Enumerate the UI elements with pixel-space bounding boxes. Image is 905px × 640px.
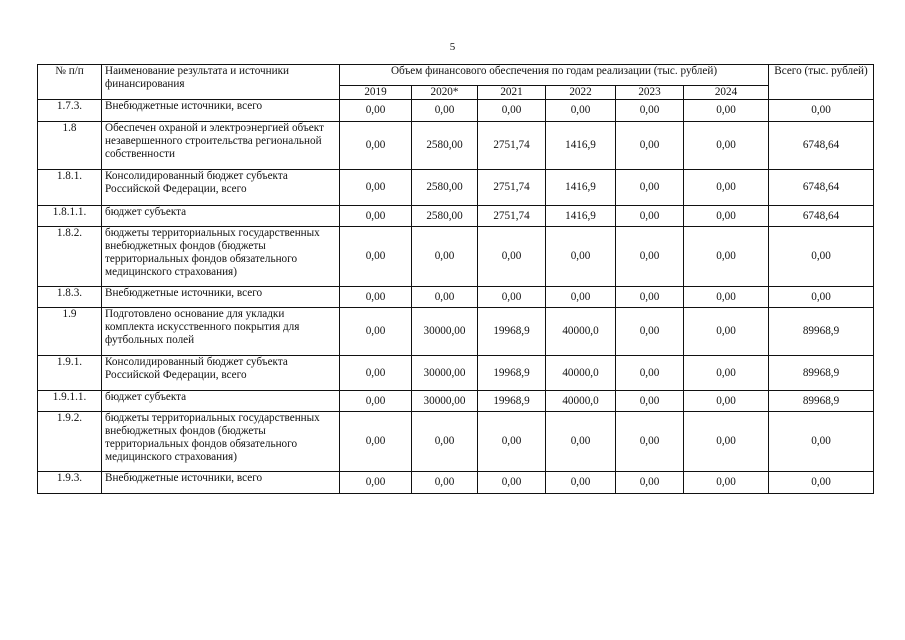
row-name: бюджет субъекта: [102, 391, 340, 412]
financing-table: [37, 64, 874, 494]
header-total: Всего (тыс. рублей): [769, 65, 874, 100]
year-value-cell: 0,00: [684, 308, 769, 356]
year-value-cell: 0,00: [412, 227, 478, 287]
table-row: [38, 356, 874, 391]
year-value-cell: 0,00: [478, 472, 546, 494]
year-value-cell: 0,00: [616, 287, 684, 308]
page-number: 5: [449, 41, 456, 53]
year-value-cell: 0,00: [616, 391, 684, 412]
table-row: [38, 472, 874, 494]
year-value-cell: 0,00: [546, 100, 616, 122]
year-value-cell: 0,00: [616, 206, 684, 227]
row-name: Внебюджетные источники, всего: [102, 472, 340, 494]
year-value-cell: 0,00: [340, 100, 412, 122]
year-value-cell: 2751,74: [478, 122, 546, 170]
table-row: [38, 122, 874, 170]
total-value-cell: 0,00: [769, 287, 874, 308]
year-value-cell: 0,00: [684, 170, 769, 206]
row-number: 1.8.3.: [38, 287, 102, 308]
row-number: 1.9.1.1.: [38, 391, 102, 412]
year-value-cell: 0,00: [340, 308, 412, 356]
header-year: 2022: [546, 86, 616, 100]
year-value-cell: 0,00: [340, 227, 412, 287]
table-row: [38, 412, 874, 472]
header-num: № п/п: [38, 65, 102, 100]
year-value-cell: 40000,0: [546, 391, 616, 412]
year-value-cell: 30000,00: [412, 356, 478, 391]
header-year: 2021: [478, 86, 546, 100]
year-value-cell: 0,00: [616, 170, 684, 206]
year-value-cell: 2751,74: [478, 206, 546, 227]
year-value-cell: 0,00: [478, 287, 546, 308]
year-value-cell: 0,00: [684, 391, 769, 412]
year-value-cell: 0,00: [340, 412, 412, 472]
total-value-cell: 89968,9: [769, 308, 874, 356]
table-row: [38, 391, 874, 412]
total-value-cell: 0,00: [769, 472, 874, 494]
total-value-cell: 89968,9: [769, 356, 874, 391]
year-value-cell: 0,00: [616, 122, 684, 170]
table-row: [38, 227, 874, 287]
year-value-cell: 19968,9: [478, 356, 546, 391]
year-value-cell: 2751,74: [478, 170, 546, 206]
year-value-cell: 0,00: [616, 412, 684, 472]
year-value-cell: 40000,0: [546, 356, 616, 391]
row-number: 1.8.2.: [38, 227, 102, 287]
total-value-cell: 0,00: [769, 100, 874, 122]
row-number: 1.9.3.: [38, 472, 102, 494]
row-number: 1.7.3.: [38, 100, 102, 122]
year-value-cell: 0,00: [684, 356, 769, 391]
year-value-cell: 0,00: [412, 100, 478, 122]
row-name: бюджеты территориальных государственных внебюджетных фондов (бюджеты территориальных фондов обязательного медицинского страхования): [102, 227, 340, 287]
row-name: Консолидированный бюджет субъекта Российской Федерации, всего: [102, 356, 340, 391]
row-name: Подготовлено основание для укладки комплекта искусственного покрытия для футбольных полей: [102, 308, 340, 356]
year-value-cell: 19968,9: [478, 308, 546, 356]
year-value-cell: 0,00: [340, 122, 412, 170]
year-value-cell: 0,00: [546, 287, 616, 308]
total-value-cell: 6748,64: [769, 206, 874, 227]
year-value-cell: 40000,0: [546, 308, 616, 356]
table-row: [38, 206, 874, 227]
total-value-cell: 6748,64: [769, 170, 874, 206]
year-value-cell: 0,00: [546, 412, 616, 472]
year-value-cell: 0,00: [340, 170, 412, 206]
year-value-cell: 0,00: [412, 472, 478, 494]
row-number: 1.8.1.1.: [38, 206, 102, 227]
header-volume: Объем финансового обеспечения по годам реализации (тыс. рублей): [340, 65, 769, 86]
year-value-cell: 0,00: [340, 287, 412, 308]
year-value-cell: 0,00: [616, 356, 684, 391]
header-year: 2024: [684, 86, 769, 100]
row-number: 1.9.1.: [38, 356, 102, 391]
row-number: 1.9: [38, 308, 102, 356]
header-name: Наименование результата и источники финансирования: [102, 65, 340, 100]
year-value-cell: 0,00: [340, 391, 412, 412]
table-row: [38, 287, 874, 308]
row-number: 1.8: [38, 122, 102, 170]
row-name: Внебюджетные источники, всего: [102, 287, 340, 308]
row-name: Обеспечен охраной и электроэнергией объект незавершенного строительства региональной собственности: [102, 122, 340, 170]
year-value-cell: 0,00: [340, 356, 412, 391]
year-value-cell: 0,00: [684, 100, 769, 122]
year-value-cell: 0,00: [546, 472, 616, 494]
year-value-cell: 0,00: [616, 100, 684, 122]
year-value-cell: 0,00: [684, 412, 769, 472]
year-value-cell: 0,00: [684, 227, 769, 287]
total-value-cell: 89968,9: [769, 391, 874, 412]
year-value-cell: 0,00: [478, 100, 546, 122]
year-value-cell: 0,00: [412, 412, 478, 472]
table-row: [38, 308, 874, 356]
year-value-cell: 0,00: [616, 472, 684, 494]
year-value-cell: 1416,9: [546, 206, 616, 227]
total-value-cell: 6748,64: [769, 122, 874, 170]
year-value-cell: 0,00: [412, 287, 478, 308]
total-value-cell: 0,00: [769, 412, 874, 472]
year-value-cell: 0,00: [684, 122, 769, 170]
total-value-cell: 0,00: [769, 227, 874, 287]
row-name: Внебюджетные источники, всего: [102, 100, 340, 122]
table-row: [38, 100, 874, 122]
year-value-cell: 2580,00: [412, 170, 478, 206]
year-value-cell: 0,00: [684, 287, 769, 308]
year-value-cell: 2580,00: [412, 206, 478, 227]
row-name: Консолидированный бюджет субъекта Российской Федерации, всего: [102, 170, 340, 206]
header-year: 2020*: [412, 86, 478, 100]
year-value-cell: 1416,9: [546, 170, 616, 206]
year-value-cell: 2580,00: [412, 122, 478, 170]
year-value-cell: 0,00: [616, 308, 684, 356]
row-name: бюджеты территориальных государственных внебюджетных фондов (бюджеты территориальных фондов обязательного медицинского страхования): [102, 412, 340, 472]
year-value-cell: 0,00: [684, 206, 769, 227]
year-value-cell: 30000,00: [412, 391, 478, 412]
year-value-cell: 0,00: [340, 206, 412, 227]
year-value-cell: 0,00: [340, 472, 412, 494]
header-year: 2019: [340, 86, 412, 100]
year-value-cell: 0,00: [478, 227, 546, 287]
year-value-cell: 0,00: [616, 227, 684, 287]
year-value-cell: 0,00: [546, 227, 616, 287]
row-number: 1.8.1.: [38, 170, 102, 206]
row-name: бюджет субъекта: [102, 206, 340, 227]
year-value-cell: 19968,9: [478, 391, 546, 412]
year-value-cell: 30000,00: [412, 308, 478, 356]
year-value-cell: 0,00: [684, 472, 769, 494]
header-year: 2023: [616, 86, 684, 100]
table-row: [38, 170, 874, 206]
year-value-cell: 0,00: [478, 412, 546, 472]
row-number: 1.9.2.: [38, 412, 102, 472]
year-value-cell: 1416,9: [546, 122, 616, 170]
